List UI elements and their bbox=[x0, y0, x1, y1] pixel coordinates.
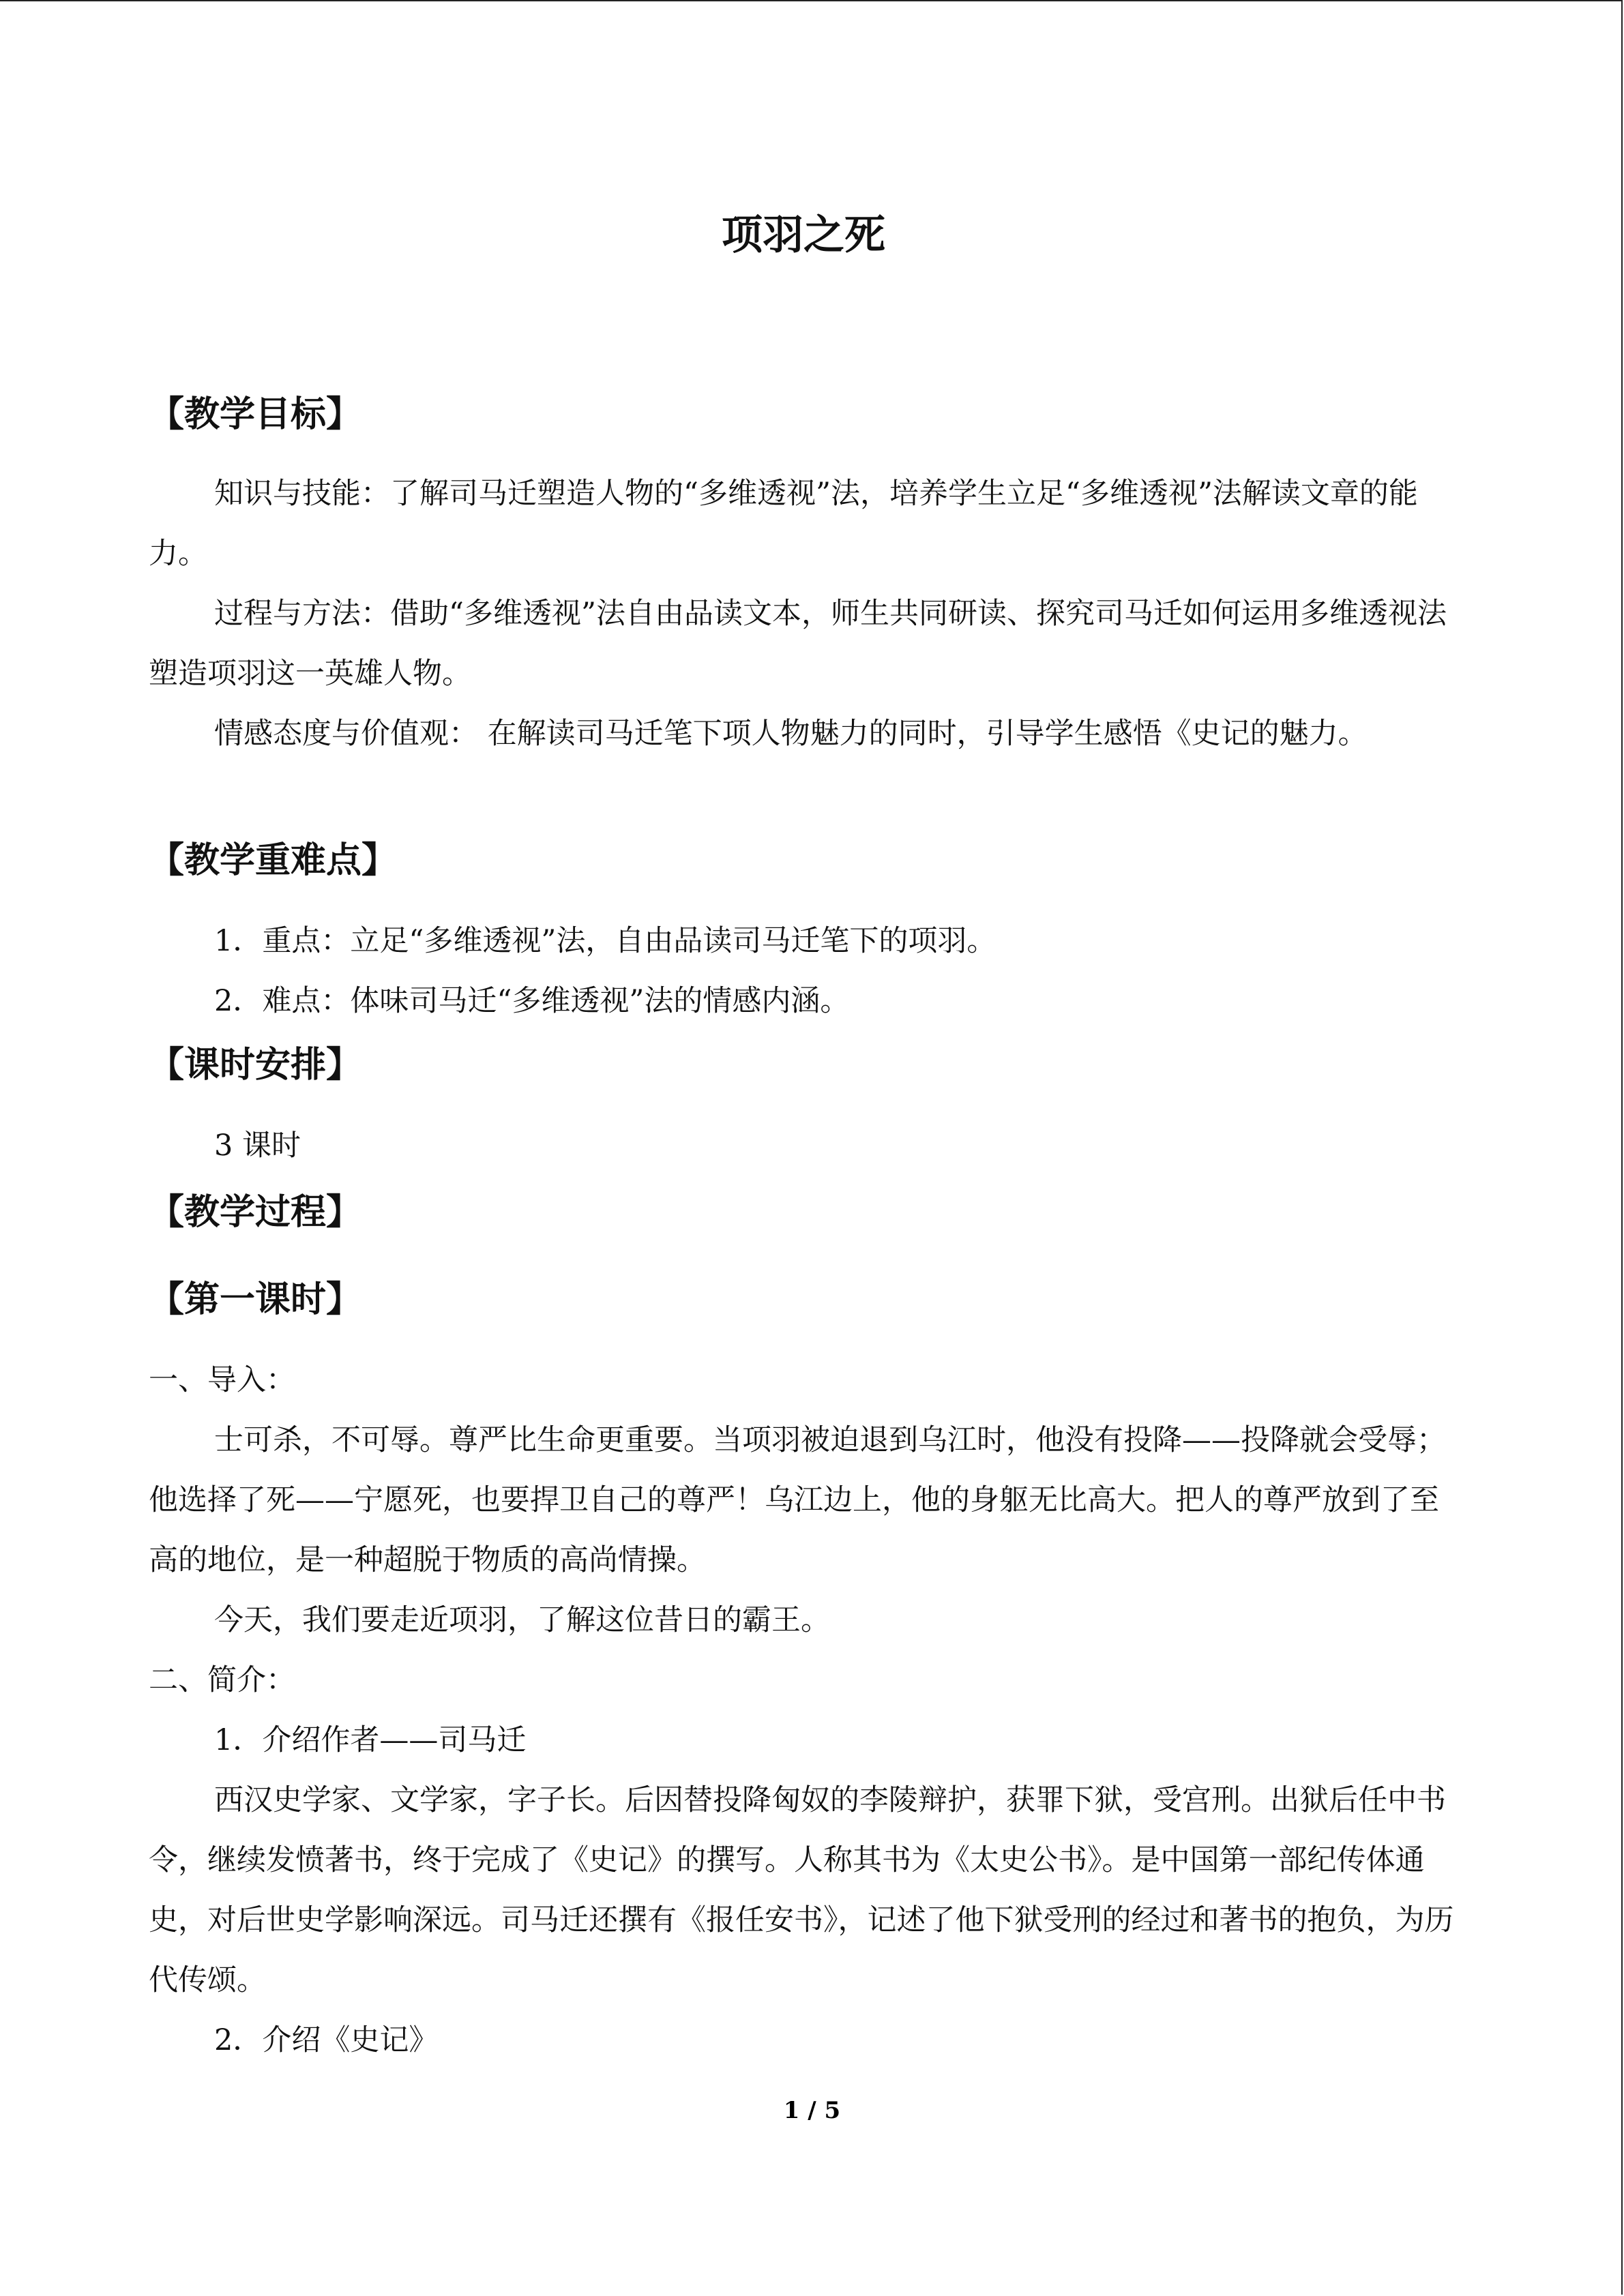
key-point-item-1: 1．重点：立足“多维透视”法，自由品读司马迁笔下的项羽。 bbox=[214, 924, 996, 958]
author-paragraph: 西汉史学家、文学家，字子长。后因替投降匈奴的李陵辩护，获罪下狱，受宫刑。出狱后任中书令，继续发愤著书，终于完成了《史记》的撰写。人称其书为《太史公书》。是中国第一部纪传体通史，对后世史学影响深远。司马迁还撰有《报任安书》，记述了他下狱受刑的经过和著书的抱负，为历代传颂。 bbox=[149, 1783, 1454, 1997]
page-title: 项羽之死 bbox=[722, 211, 885, 259]
brief-label: 二、简介： bbox=[149, 1663, 295, 1697]
heading-objectives: 【教学目标】 bbox=[149, 394, 362, 435]
objectives-process: 过程与方法：借助“多维透视”法自由品读文本，师生共同研读、探究司马迁如何运用多维透视法塑造项羽这一英雄人物。 bbox=[149, 597, 1447, 691]
page-indicator: 1 / 5 bbox=[783, 2097, 841, 2124]
heading-process: 【教学过程】 bbox=[149, 1192, 362, 1233]
intro-label: 一、导入： bbox=[149, 1363, 295, 1397]
objectives-emotion: 情感态度与价值观： 在解读司马迁笔下项人物魅力的同时，引导学生感悟《史记的魅力。 bbox=[214, 717, 1368, 751]
schedule-text: 3 课时 bbox=[214, 1129, 301, 1163]
shiji-item: 2．介绍《史记》 bbox=[214, 2023, 439, 2057]
intro-paragraph-1: 士可杀，不可辱。尊严比生命更重要。当项羽被迫退到乌江时，他没有投降——投降就会受辱；他选择了死——宁愿死，也要捍卫自己的尊严！乌江边上，他的身躯无比高大。把人的尊严放到了至高的地位，是一种超脱于物质的高尚情操。 bbox=[149, 1423, 1446, 1577]
intro-paragraph-2: 今天，我们要走近项羽，了解这位昔日的霸王。 bbox=[214, 1603, 830, 1637]
heading-lesson-1: 【第一课时】 bbox=[149, 1279, 362, 1320]
heading-key-points: 【教学重难点】 bbox=[149, 840, 398, 881]
heading-schedule: 【课时安排】 bbox=[149, 1045, 362, 1086]
author-item: 1．介绍作者——司马迁 bbox=[214, 1723, 527, 1757]
objectives-knowledge: 知识与技能：了解司马迁塑造人物的“多维透视”法，培养学生立足“多维透视”法解读文章的能力。 bbox=[149, 477, 1418, 571]
key-point-item-2: 2．难点：体味司马迁“多维透视”法的情感内涵。 bbox=[214, 984, 850, 1018]
